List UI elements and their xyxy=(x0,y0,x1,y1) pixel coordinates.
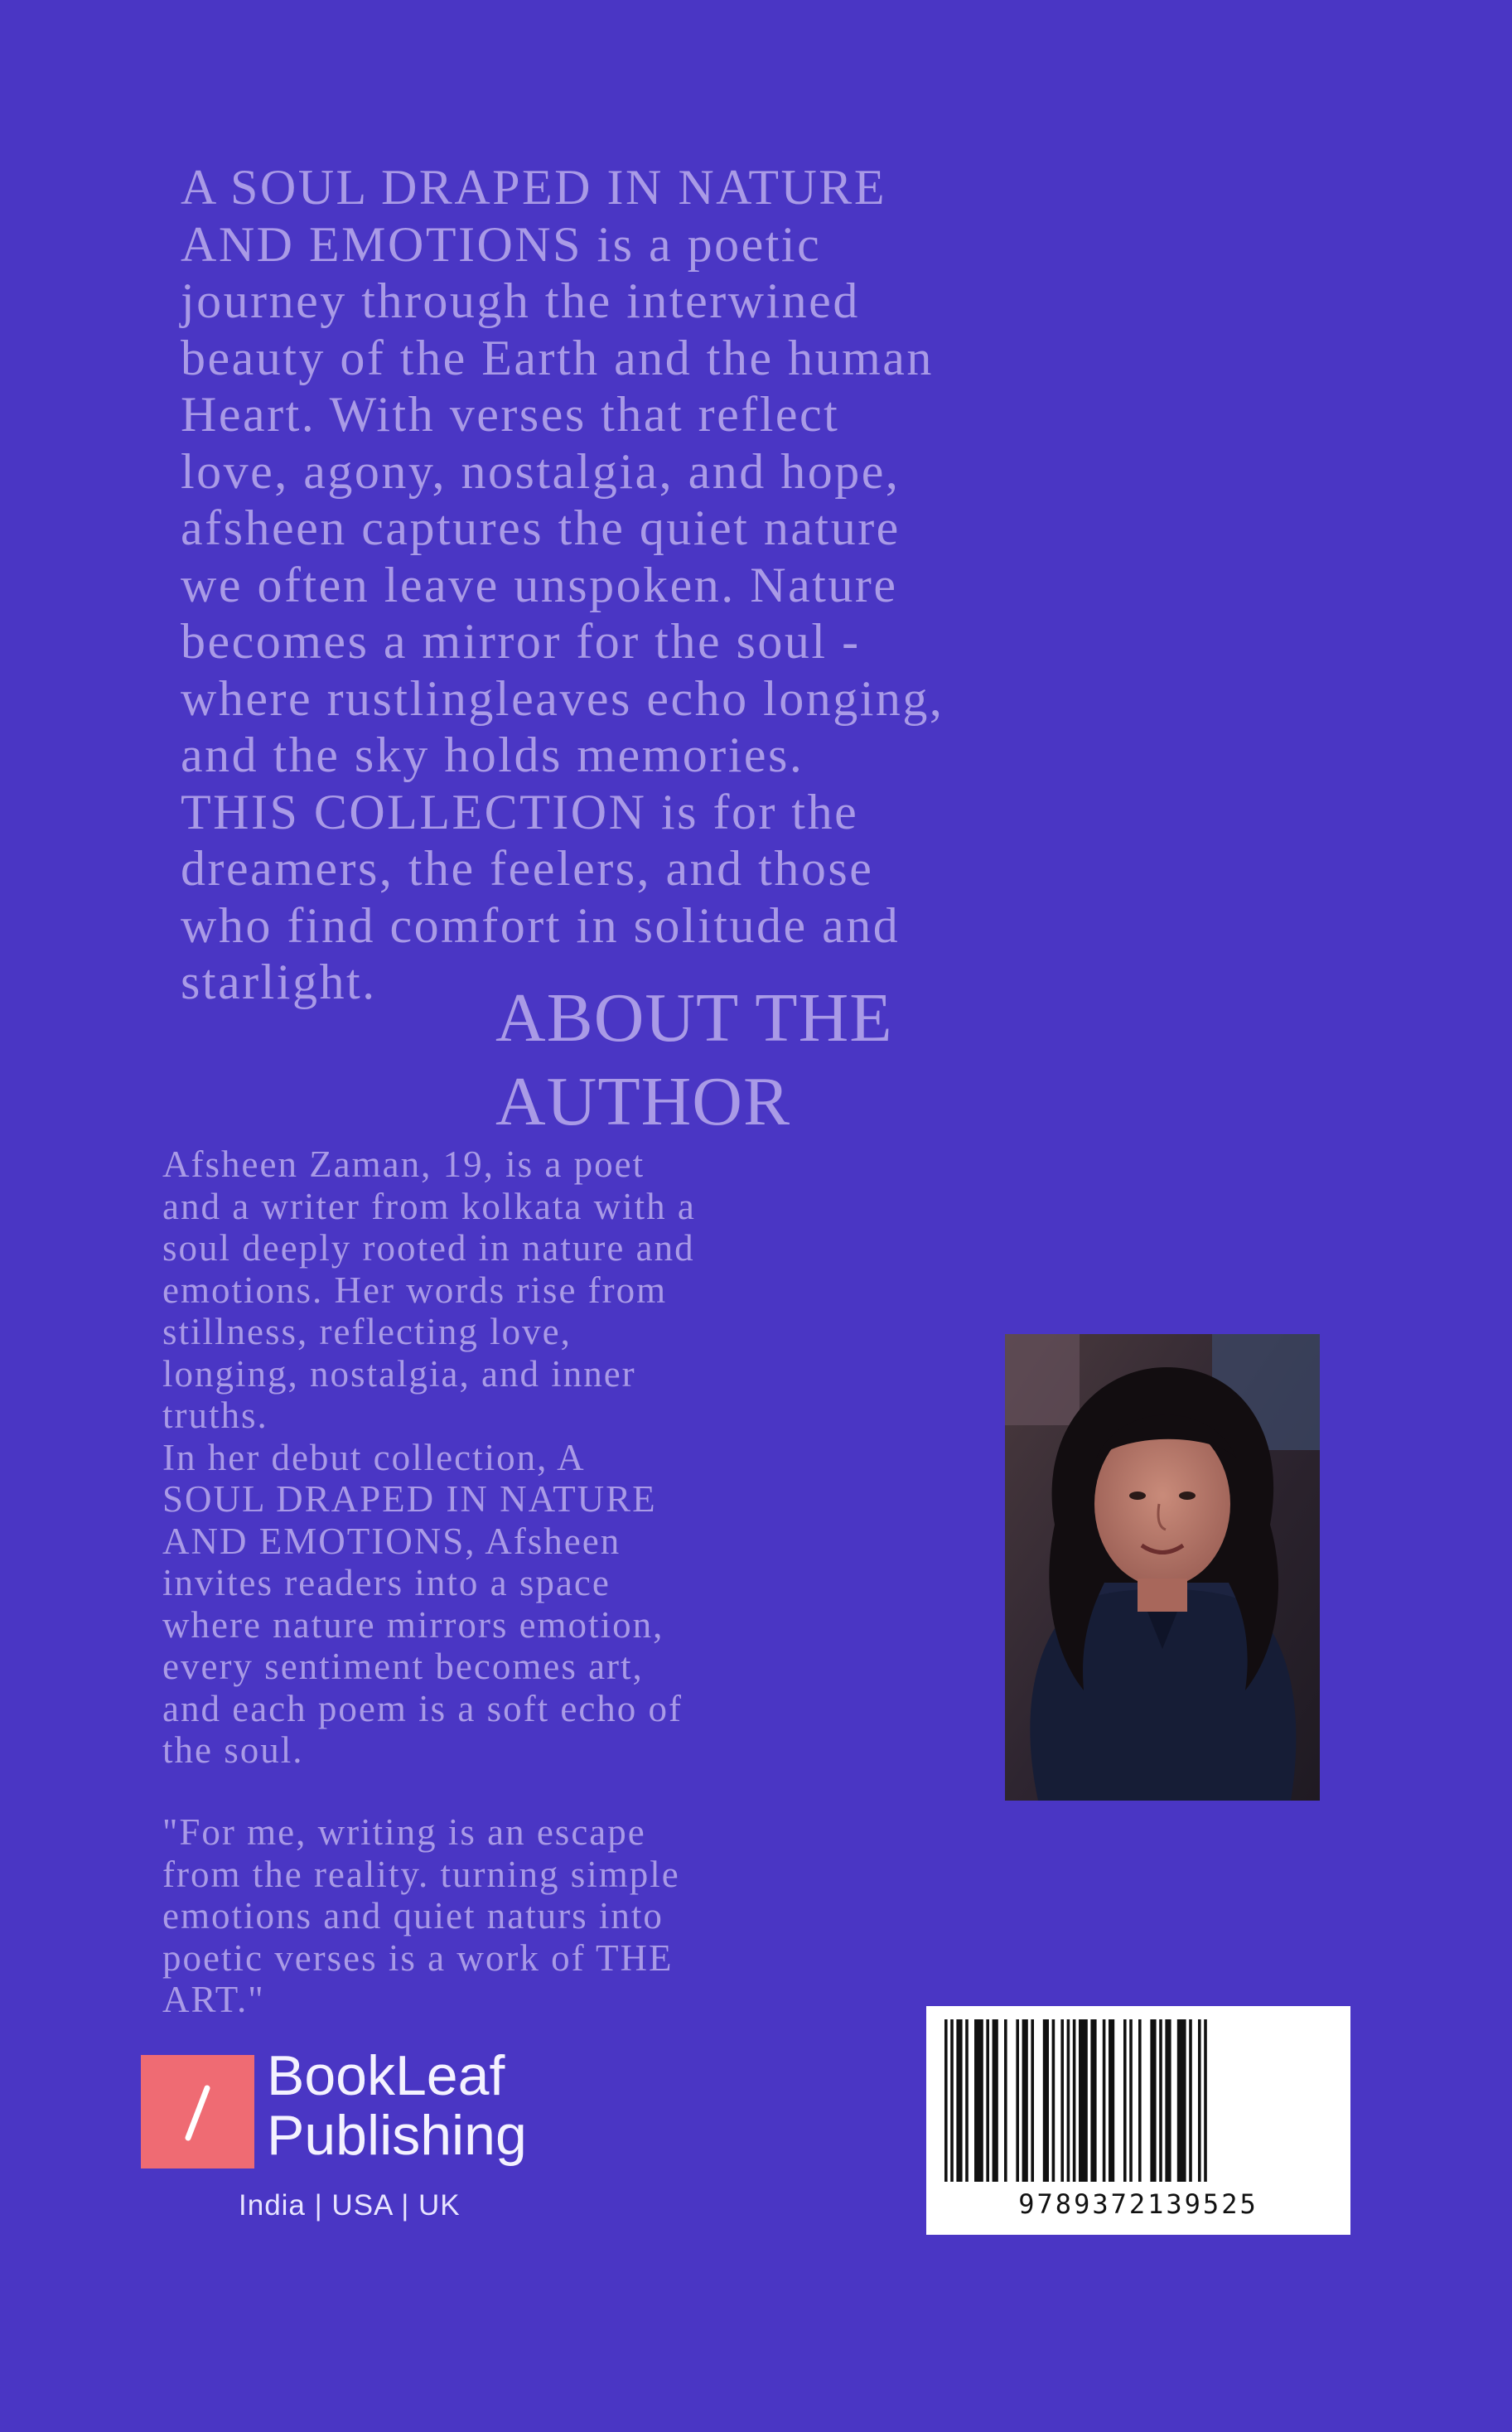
barcode-bar xyxy=(1138,2019,1142,2182)
blurb-line: we often leave unspoken. Nature xyxy=(181,557,898,612)
bio-line: and each poem is a soft echo of xyxy=(162,1687,684,1729)
publisher-regions: India | USA | UK xyxy=(239,2189,461,2222)
bio-line: soul deeply rooted in nature and xyxy=(162,1227,695,1269)
bio-line: truths. xyxy=(162,1395,268,1436)
barcode-bar xyxy=(1204,2019,1207,2182)
bookleaf-logo-icon xyxy=(141,2055,254,2168)
blurb-line: afsheen captures the quiet nature xyxy=(181,500,901,555)
blurb-line: A SOUL DRAPED IN NATURE xyxy=(181,160,886,215)
about-the-author-heading xyxy=(495,976,1075,1143)
barcode-bar xyxy=(986,2019,989,2182)
barcode-bar xyxy=(1073,2019,1076,2182)
barcode-bar xyxy=(1060,2019,1064,2182)
barcode-bar xyxy=(1150,2019,1156,2182)
quote-line: poetic verses is a work of THE xyxy=(162,1936,674,1979)
bio-line: emotions. Her words rise from xyxy=(162,1269,668,1311)
barcode-bar xyxy=(1177,2019,1186,2182)
quote-line: emotions and quiet naturs into xyxy=(162,1895,664,1936)
barcode-bar xyxy=(956,2019,962,2182)
blurb-line: THIS COLLECTION is for the xyxy=(181,784,859,839)
publisher-name xyxy=(267,2046,527,2165)
bio-line: the soul. xyxy=(162,1729,304,1771)
blurb-line: journey through the interwined xyxy=(181,273,860,328)
blurb-line: love, agony, nostalgia, and hope, xyxy=(181,443,901,499)
barcode-bar xyxy=(1004,2019,1007,2182)
bio-line: stillness, reflecting love, xyxy=(162,1311,572,1352)
bio-line: In her debut collection, A xyxy=(162,1436,586,1478)
barcode-bar xyxy=(944,2019,948,2182)
bio-line: SOUL DRAPED IN NATURE xyxy=(162,1478,657,1520)
barcode-bar xyxy=(1079,2019,1088,2182)
blurb-line: AND EMOTIONS is a poetic xyxy=(181,216,822,272)
quote-line: "For me, writing is an escape xyxy=(162,1811,646,1853)
barcode-bar xyxy=(1129,2019,1133,2182)
barcode-bar xyxy=(950,2019,954,2182)
barcode-bar xyxy=(1198,2019,1201,2182)
quote-line: ART." xyxy=(162,1979,265,2020)
barcode-bar xyxy=(1189,2019,1192,2182)
barcode-bar xyxy=(1052,2019,1056,2182)
isbn-barcode xyxy=(926,2006,1350,2235)
isbn-number: 9789372139525 xyxy=(1018,2188,1258,2220)
barcode-bar xyxy=(1109,2019,1114,2182)
author-bio xyxy=(162,1143,1007,1772)
blurb-line: Heart. With verses that reflect xyxy=(181,387,840,442)
publisher-name-line2: Publishing xyxy=(267,2104,527,2167)
book-blurb xyxy=(181,159,1357,1011)
barcode-bar xyxy=(1022,2019,1028,2182)
barcode-bar xyxy=(1159,2019,1162,2182)
barcode-bars xyxy=(944,2019,1332,2182)
barcode-bar xyxy=(1103,2019,1106,2182)
heading-line: ABOUT THE xyxy=(495,979,893,1056)
quote-line: from the reality. turning simple xyxy=(162,1853,680,1895)
blurb-line: starlight. xyxy=(181,955,377,1009)
barcode-bar xyxy=(993,2019,998,2182)
blurb-line: becomes a mirror for the soul - xyxy=(181,614,861,669)
bio-line: AND EMOTIONS, Afsheen xyxy=(162,1520,621,1562)
author-quote xyxy=(162,1811,1007,2021)
bio-line: every sentiment becomes art, xyxy=(162,1646,644,1687)
blurb-line: where rustlingleaves echo longing, xyxy=(181,670,944,726)
blurb-line: beauty of the Earth and the human xyxy=(181,330,934,385)
barcode-bar xyxy=(1090,2019,1096,2182)
barcode-bar xyxy=(1123,2019,1127,2182)
barcode-bar xyxy=(974,2019,983,2182)
publisher-name-line1: BookLeaf xyxy=(267,2044,505,2107)
blurb-line: who find comfort in solitude and xyxy=(181,897,901,953)
heading-line: AUTHOR xyxy=(495,1063,790,1140)
barcode-bar xyxy=(965,2019,969,2182)
barcode-bar xyxy=(1043,2019,1049,2182)
author-photo xyxy=(1005,1334,1320,1801)
barcode-bar xyxy=(1067,2019,1070,2182)
blurb-line: dreamers, the feelers, and those xyxy=(181,841,874,896)
barcode-bar xyxy=(1165,2019,1171,2182)
blurb-line: and the sky holds memories. xyxy=(181,728,804,782)
bio-line: longing, nostalgia, and inner xyxy=(162,1352,636,1395)
bio-line: where nature mirrors emotion, xyxy=(162,1603,664,1646)
bio-line: invites readers into a space xyxy=(162,1562,611,1603)
barcode-bar xyxy=(1031,2019,1034,2182)
bio-line: Afsheen Zaman, 19, is a poet xyxy=(162,1143,645,1185)
barcode-bar xyxy=(1016,2019,1019,2182)
bio-line: and a writer from kolkata with a xyxy=(162,1185,696,1227)
